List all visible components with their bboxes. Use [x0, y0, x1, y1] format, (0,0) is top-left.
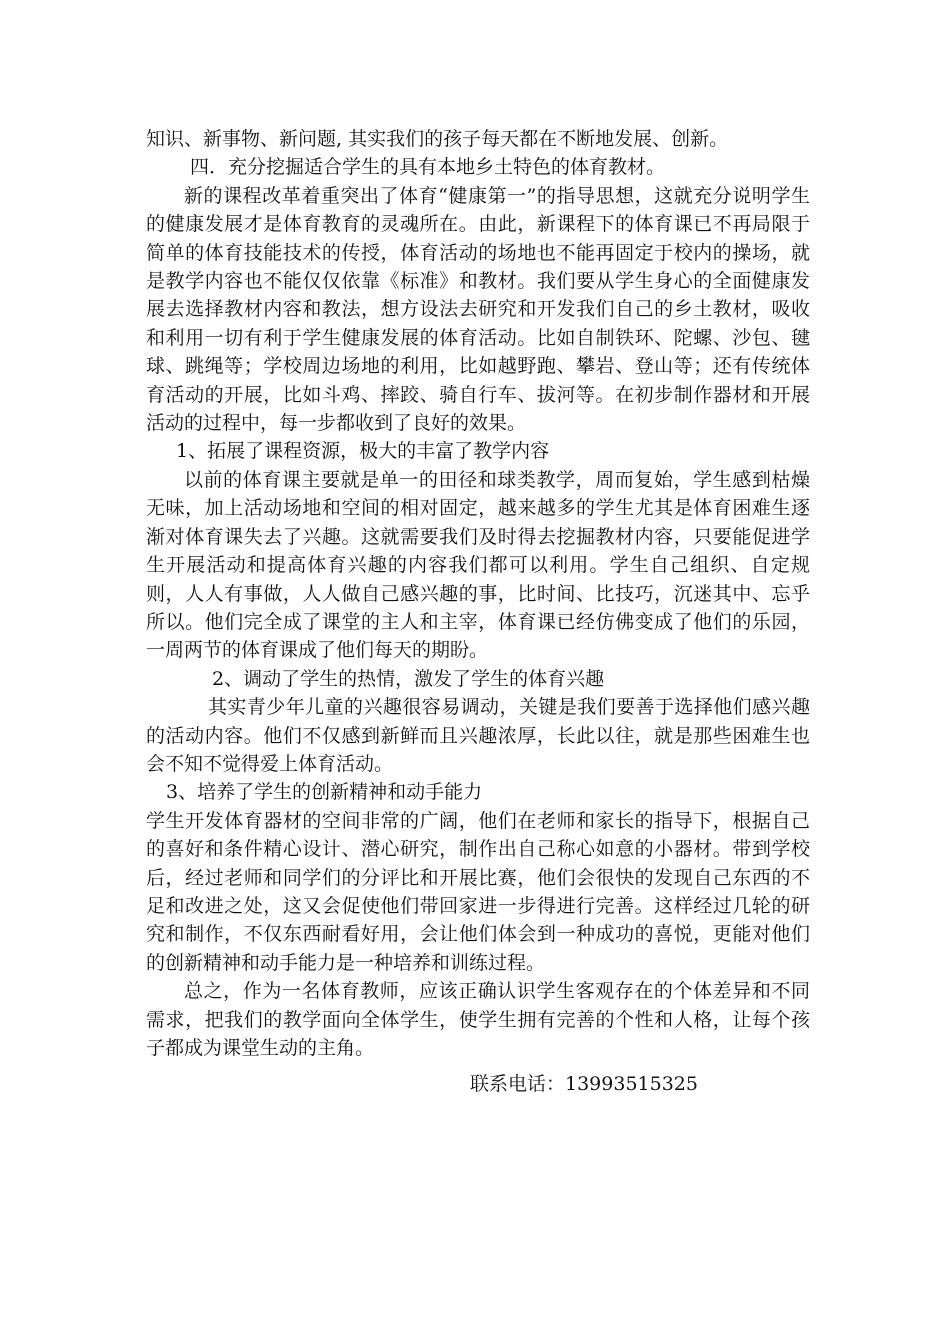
paragraph-curriculum-reform: 新的课程改革着重突出了体育“健康第一”的指导思想，这就充分说明学生的健康发展才是体育教育的灵魂所在。由此，新课程下的体育课已不再局限于简单的体育技能技术的传授，体育活动的场地也不能再固定于校内的操场，就是教学内容也不能仅仅依靠《标准》和教材。我们要从学生身心的全面健康发展去选择教材内容和教法，想方设法去研究和开发我们自己的乡土教材，吸收和利用一切有利于学生健康发展的体育活动。比如自制铁环、陀螺、沙包、毽球、跳绳等；学校周边场地的利用，比如越野跑、攀岩、登山等；还有传统体育活动的开展，比如斗鸡、摔跤、骑自行车、拔河等。在初步制作器材和开展活动的过程中，每一步都收到了良好的效果。	[146, 184, 810, 435]
contact-phone: 联系电话：13993515325	[470, 1073, 698, 1095]
paragraph-innovation: 学生开发体育器材的空间非常的广阔，他们在老师和家长的指导下，根据自己的喜好和条件精心设计、潜心研究，制作出自己称心如意的小器材。带到学校后，经过老师和同学们的分评比和开展比赛，他们会很快的发现自己东西的不足和改进之处，这又会促使他们带回家进一步得进行完善。这样经过几轮的研究和制作，不仅东西耐看好用，会让他们体会到一种成功的喜悦，更能对他们的创新精神和动手能力是一种培养和训练过程。	[146, 809, 810, 974]
section-heading-four: 四．充分挖掘适合学生的具有本地乡土特色的体育教材。	[190, 156, 666, 179]
paragraph-interest: 其实青少年儿童的兴趣很容易调动，关键是我们要善于选择他们感兴趣的活动内容。他们不仅感到新鲜而且兴趣浓厚，长此以往，就是那些困难生也会不知不觉得爱上体育活动。	[146, 696, 810, 775]
paragraph-past-pe-classes: 以前的体育课主要就是单一的田径和球类教学，周而复始，学生感到枯燥无味，加上活动场地和空间的相对固定，越来越多的学生尤其是体育困难生逐渐对体育课失去了兴趣。这就需要我们及时得去挖掘教材内容，只要能促进学生开展活动和提高体育兴趣的内容我们都可以利用。学生自己组织、自定规则，人人有事做，人人做自己感兴趣的事，比时间、比技巧，沉迷其中、忘乎所以。他们完全成了课堂的主人和主宰，体育课已经仿佛变成了他们的乐园，一周两节的体育课成了他们每天的期盼。	[146, 468, 810, 662]
paragraph-conclusion: 总之，作为一名体育教师，应该正确认识学生客观存在的个体差异和不同需求，把我们的教学面向全体学生，使学生拥有完善的个性和人格，让每个孩子都成为课堂生动的主角。	[146, 980, 810, 1059]
subheading-two: 2、调动了学生的热情，激发了学生的体育兴趣	[212, 667, 605, 690]
paragraph-continuation: 知识、新事物、新问题, 其实我们的孩子每天都在不断地发展、创新。	[146, 128, 729, 150]
document-body	[146, 125, 810, 1062]
subheading-three: 3、培养了学生的创新精神和动手能力	[166, 781, 483, 804]
subheading-one: 1、拓展了课程资源，极大的丰富了教学内容	[176, 440, 550, 463]
